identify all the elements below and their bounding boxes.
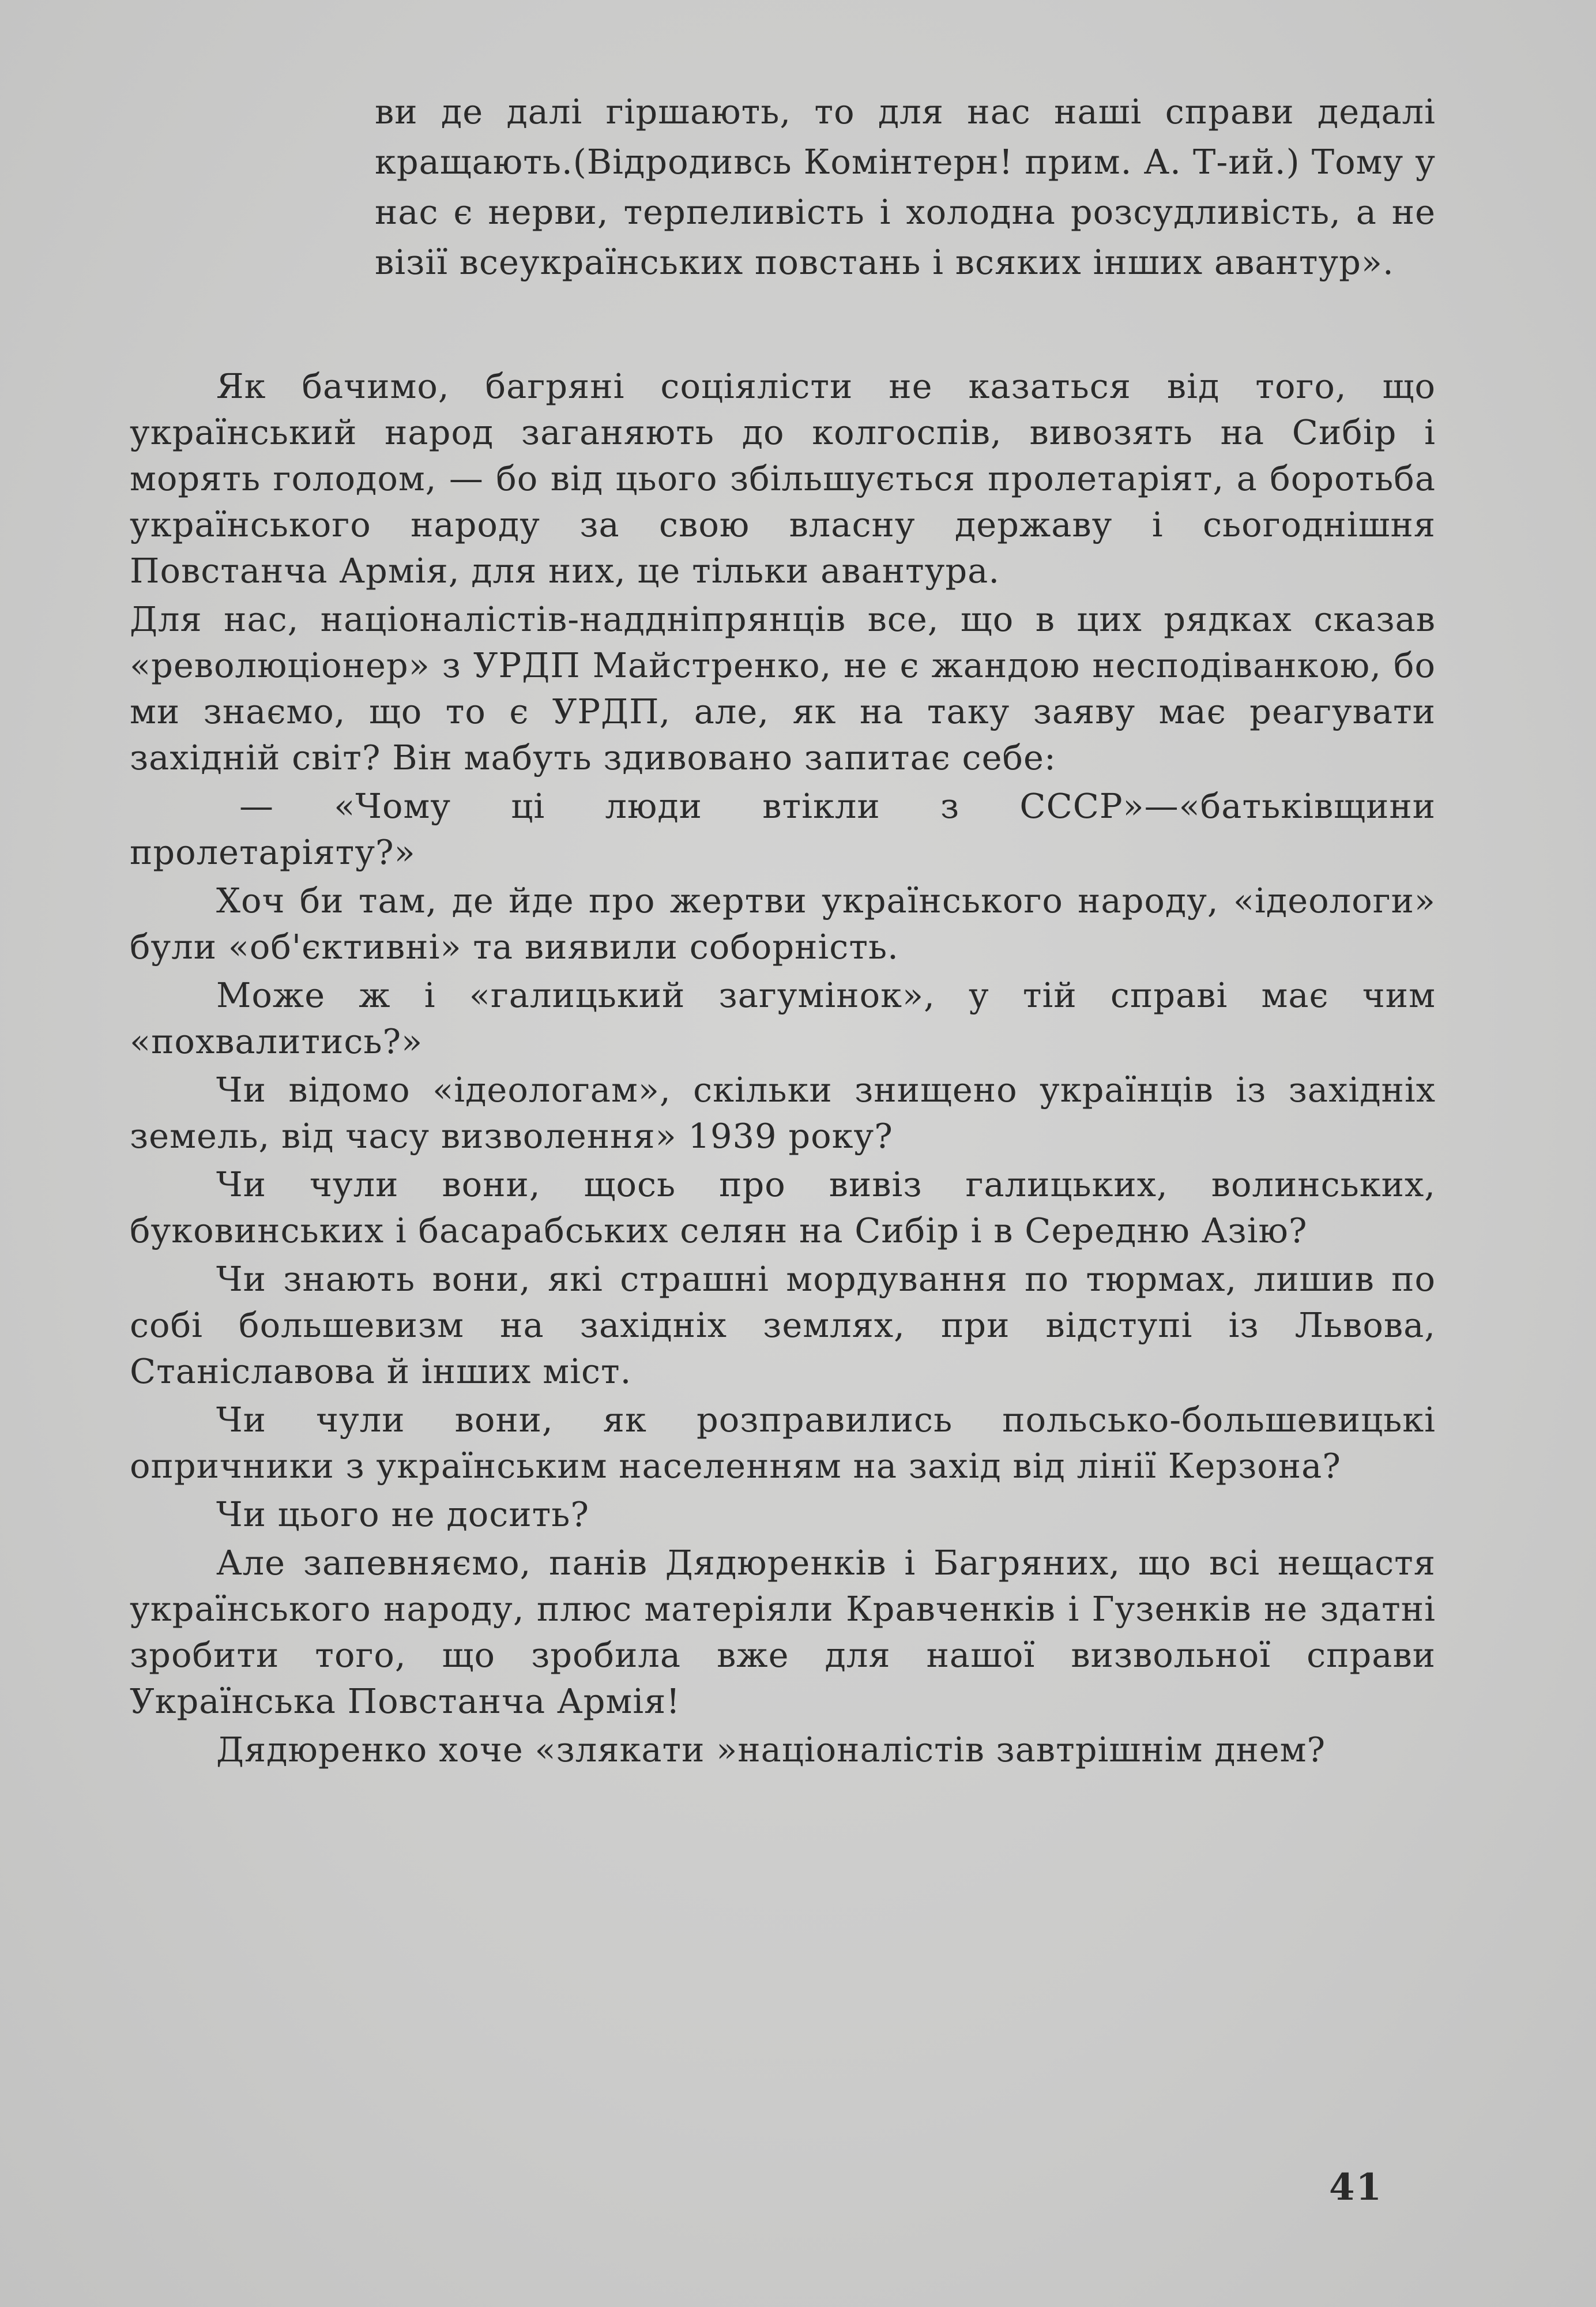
- quote-text: ви де далі гіршають, то для нас наші справи дедалі кращають.(Відродивсь Комінтерн! прим. А. Т-ий.) Тому у нас є нерви, терпеливість і холодна розсудливість, а не візії всеукраїнських повстань і всяких інших авантур».: [375, 92, 1436, 282]
- paragraph: Дядюренко хоче «злякати »націоналістів завтрішнім днем?: [216, 1730, 1326, 1769]
- paragraph: Чи знають вони, які страшні мордування по тюрмах, лишив по собі большевизм на західніх землях, при відступі із Львова, Станіславова й інших міст.: [130, 1259, 1436, 1391]
- paragraph: Чи відомо «ідеологам», скільки знищено українців із західніх земель, від часу визволення» 1939 року?: [130, 1070, 1436, 1156]
- paragraph: Для нас, націоналістів-наддніпрянців все, що в цих рядках сказав «революціонер» з УРДП Майстренко, не є жандою несподіванкою, бо ми знаємо, що то є УРДП, але, як на таку заяву має реагувати західній світ? Він мабуть здивовано запитає себе:: [130, 599, 1436, 777]
- body-text: [130, 363, 1436, 1775]
- paragraph: Чи цього не досить?: [216, 1494, 590, 1534]
- page-number: 41: [1329, 2166, 1383, 2209]
- paragraph: Чи чули вони, як розправились польсько-большевицькі опричники з українським населенням на захід від лінії Керзона?: [130, 1400, 1436, 1486]
- paragraph: Як бачимо, багряні соціялісти не казаться від того, що український народ заганяють до колгоспів, вивозять на Сибір і морять голодом, — бо від цього збільшується пролетаріят, а боротьба українського народу за свою власну державу і сьогоднішня Повстанча Армія, для них, це тільки авантура.: [130, 366, 1436, 591]
- quote-block: [375, 87, 1436, 287]
- paragraph: Може ж і «галицький загумінок», у тій справі має чим «похвалитись?»: [130, 975, 1436, 1061]
- paragraph: Чи чули вони, щось про вивіз галицьких, волинських, буковинських і басарабських селян на Сибір і в Середню Азію?: [130, 1164, 1436, 1250]
- paragraph: Хоч би там, де йде про жертви українського народу, «ідеологи» були «об'єктивні» та виявили соборність.: [130, 881, 1436, 967]
- paragraph: — «Чому ці люди втікли з СССР»—«батьківщини пролетаріяту?»: [130, 786, 1436, 872]
- paragraph: Але запевняємо, панів Дядюренків і Багряних, що всі нещастя українського народу, плюс матеріяли Кравченків і Гузенків не здатні зробити того, що зробила вже для нашої визвольної справи Українська Повстанча Армія!: [130, 1543, 1436, 1721]
